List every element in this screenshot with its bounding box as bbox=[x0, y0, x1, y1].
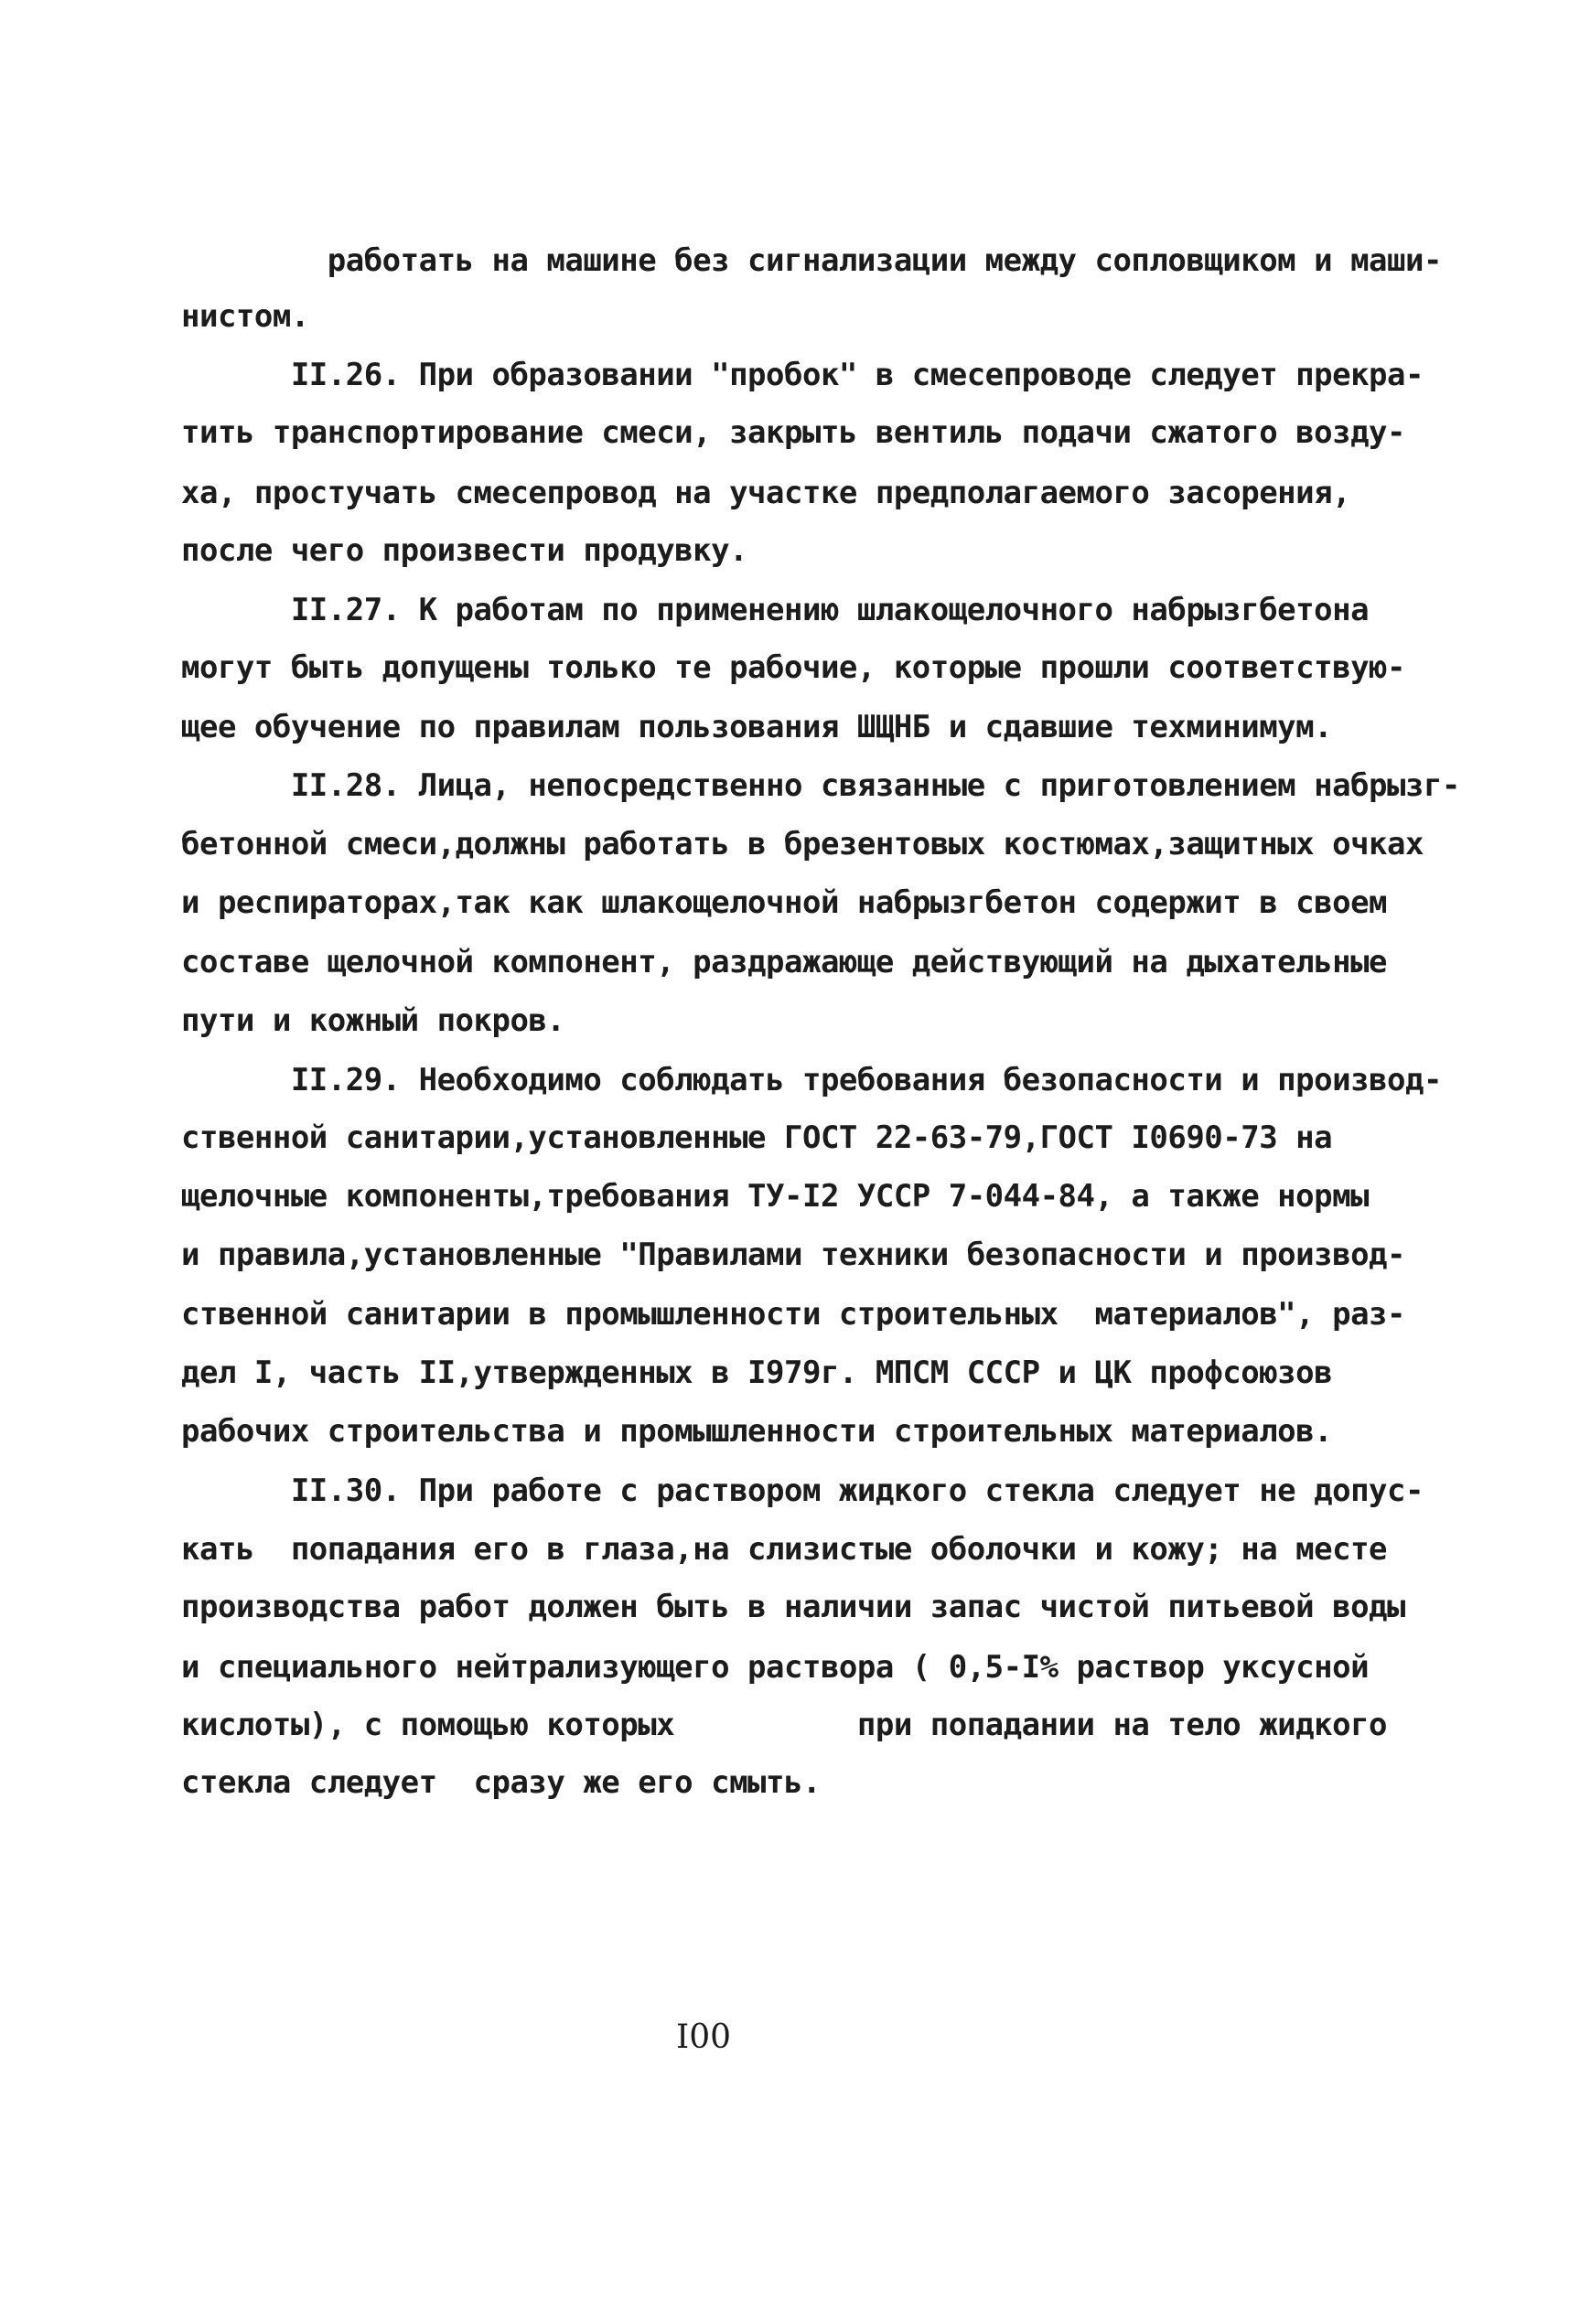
text-line: производства работ должен быть в наличии запас чистой питьевой воды bbox=[181, 1589, 1405, 1625]
text-line: составе щелочной компонент, раздражающе действующий на дыхательные bbox=[181, 944, 1388, 980]
text-line: и специального нейтрализующего раствора ( 0,5-I% раствор уксусной bbox=[181, 1649, 1370, 1686]
text-line: ственной санитарии в промышленности строительных материалов", раз- bbox=[181, 1296, 1405, 1333]
text-line: тить транспортирование смеси, закрыть вентиль подачи сжатого возду- bbox=[181, 414, 1405, 451]
text-line: после чего произвести продувку. bbox=[181, 532, 748, 569]
page-number: I00 bbox=[676, 2019, 732, 2056]
text-line: II.27. К работам по применению шлакощелочного набрызгбетона bbox=[181, 592, 1370, 628]
text-line: и правила,установленные "Правилами техники безопасности и производ- bbox=[181, 1237, 1405, 1273]
text-line: II.29. Необходимо соблюдать требования безопасности и производ- bbox=[181, 1062, 1442, 1098]
text-line: стекла следует сразу же его смыть. bbox=[181, 1764, 821, 1801]
text-line: могут быть допущены только те рабочие, которые прошли соответствую- bbox=[181, 649, 1405, 686]
text-line: дел I, часть II,утвержденных в I979г. МПСМ СССР и ЦК профсоюзов bbox=[181, 1355, 1333, 1391]
text-line: ха, простучать смесепровод на участке предполагаемого засорения, bbox=[181, 475, 1351, 511]
text-line: рабочих строительства и промышленности строительных материалов. bbox=[181, 1413, 1333, 1450]
text-line: кислоты), с помощью которых при попадании на тело жидкого bbox=[181, 1707, 1388, 1743]
text-line: щее обучение по правилам пользования ШЩНБ и сдавшие техминимум. bbox=[181, 709, 1333, 745]
text-line: кать попадания его в глаза,на слизистые оболочки и кожу; на месте bbox=[181, 1531, 1388, 1568]
text-line: II.28. Лица, непосредственно связанные с приготовлением набрызг- bbox=[181, 767, 1460, 804]
text-line: II.30. При работе с раствором жидкого стекла следует не допус- bbox=[181, 1473, 1424, 1509]
text-line: работать на машине без сигнализации между сопловщиком и маши- bbox=[181, 242, 1442, 279]
text-line: ственной санитарии,установленные ГОСТ 22-63-79,ГОСТ I0690-73 на bbox=[181, 1119, 1333, 1156]
text-line: нистом. bbox=[181, 298, 309, 335]
text-line: и респираторах,так как шлакощелочной набрызгбетон содержит в своем bbox=[181, 884, 1388, 921]
text-line: пути и кожный покров. bbox=[181, 1002, 565, 1039]
text-line: бетонной смеси,должны работать в брезентовых костюмах,защитных очках bbox=[181, 826, 1424, 862]
text-line: щелочные компоненты,требования ТУ-I2 УССР 7-044-84, а также нормы bbox=[181, 1178, 1370, 1215]
text-line: II.26. При образовании "пробок" в смесепроводе следует прекра- bbox=[181, 357, 1424, 393]
